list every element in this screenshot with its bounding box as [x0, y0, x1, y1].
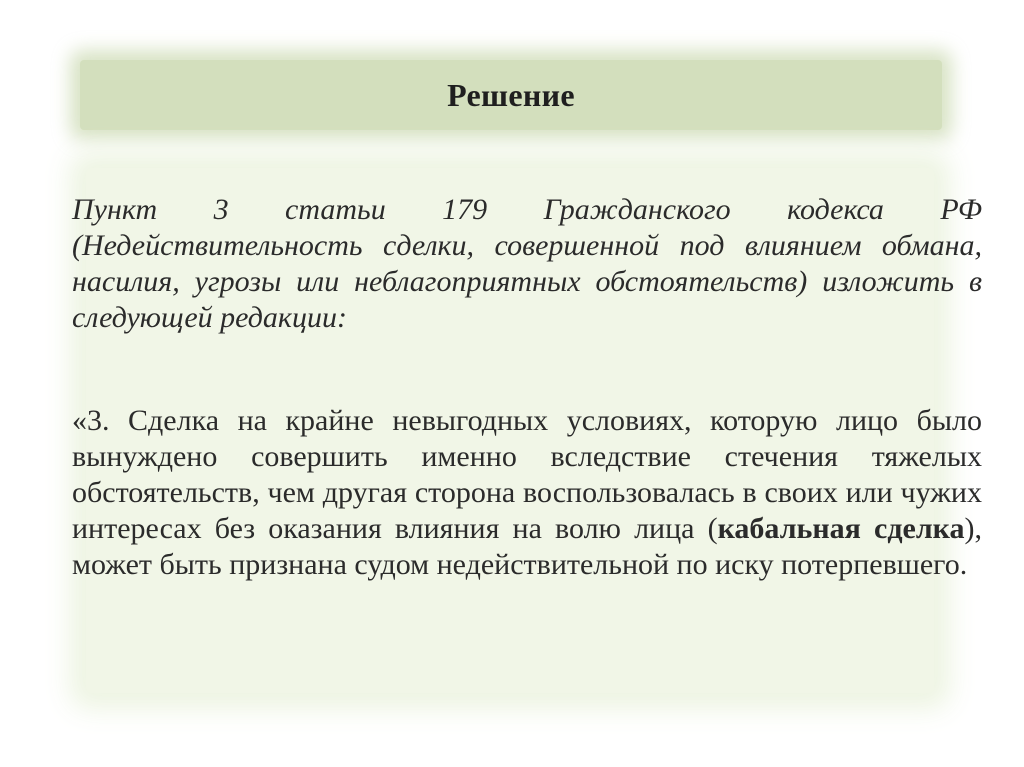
- slide-title: Решение: [447, 76, 575, 113]
- title-bar: [80, 60, 942, 130]
- bold-term: кабальная сделка: [717, 512, 965, 545]
- amendment-text-start: «3. Сделка на крайне невыгодных условиях, которую лицо было вынуждено совершить именно вследствие стечения тяжелых обстоятельств, чем другая сторона воспользовалась в своих или чужих интересах без оказания влияния на волю лица (: [72, 404, 982, 545]
- intro-paragraph: Пункт 3 статьи 179 Гражданского кодекса РФ (Недействительность сделки, совершенной под влиянием обмана, насилия, угрозы или неблагоприятных обстоятельств) изложить в следующей редакции:: [72, 193, 982, 334]
- amendment-text-end: ), может быть признана судом недействительной по иску потерпевшего.: [72, 512, 982, 581]
- amendment-paragraph: [72, 403, 982, 583]
